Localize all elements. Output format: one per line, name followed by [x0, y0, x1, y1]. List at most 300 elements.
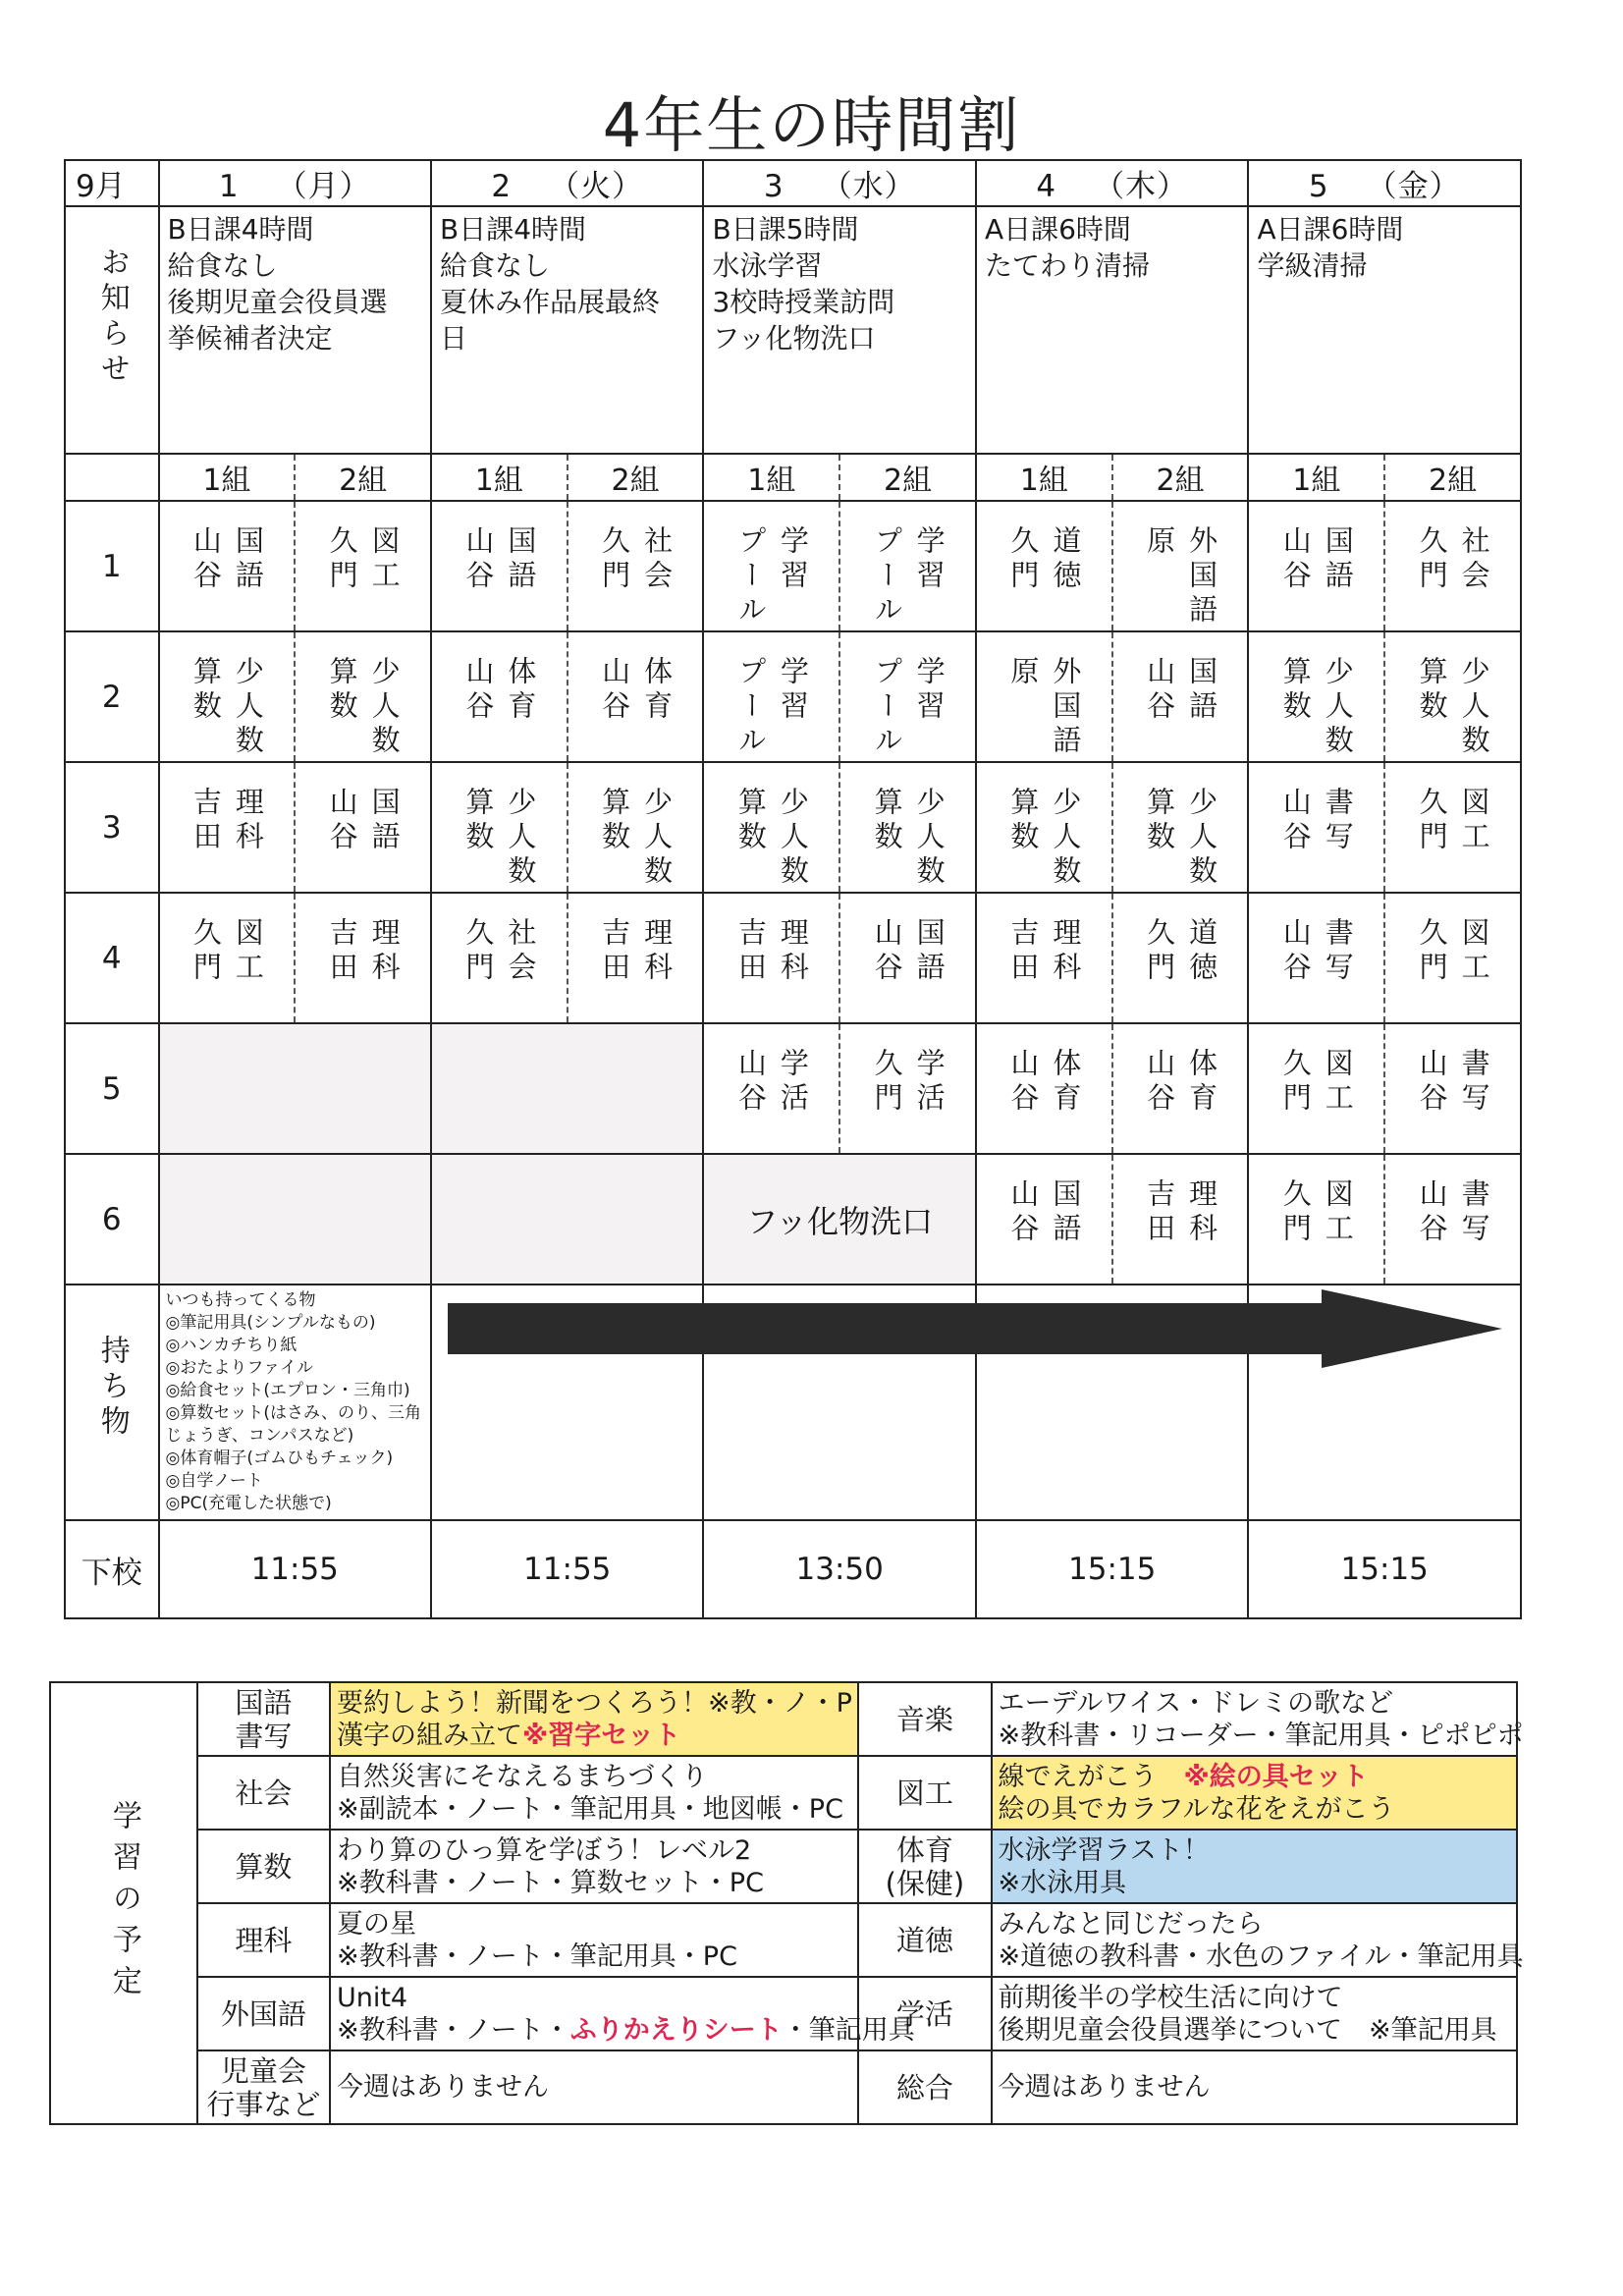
lesson-subject: 図工: [1321, 1178, 1355, 1247]
plan-detail-line: [993, 1834, 1516, 1867]
lesson-teacher: 山谷: [1278, 787, 1313, 855]
plan-detail-line: [331, 1720, 857, 1752]
day-number: 4: [1036, 169, 1057, 204]
notice-line: B日課4時間: [439, 213, 587, 246]
highlight-note: ふりかえりシート: [569, 2014, 783, 2046]
plan-subject-line: 国語: [235, 1685, 293, 1720]
belongings-item: いつも持ってくる物: [165, 1290, 316, 1310]
lesson-subject: 理科: [640, 917, 675, 986]
lesson-teacher: 山谷: [733, 1048, 768, 1117]
lesson-cell: [568, 762, 704, 893]
belongings-item: ◎筆記用具(シンプルなもの): [165, 1313, 376, 1333]
lesson-subject: 書写: [1321, 787, 1355, 855]
dismissal-time: 15:15: [976, 1520, 1248, 1618]
lesson-teacher: 算数: [1278, 656, 1313, 725]
lesson-teacher: プール: [870, 525, 904, 629]
lesson-teacher: プール: [733, 525, 768, 629]
empty-cell: [431, 1154, 703, 1285]
lesson-teacher: 山谷: [1415, 1048, 1449, 1117]
lesson: [568, 894, 703, 986]
notice-line: 水泳学習: [712, 249, 823, 282]
plan-subject: [197, 1903, 330, 1977]
lesson: [1113, 632, 1248, 725]
dismissal-label: 下校: [65, 1520, 159, 1618]
lesson: [1385, 502, 1520, 594]
group-1-header: 1組: [159, 454, 296, 501]
lesson-subject: 少人数: [776, 787, 810, 890]
lesson-teacher: 吉田: [189, 787, 223, 855]
lesson-subject: 図工: [1321, 1048, 1355, 1117]
lesson-cell: [1112, 1023, 1249, 1154]
period-number: 6: [65, 1154, 159, 1285]
belongings-label-cell: [65, 1285, 159, 1520]
lesson-teacher: 山谷: [461, 656, 496, 725]
lesson-teacher: 算数: [1415, 656, 1449, 725]
plan-detail-line: [993, 2014, 1516, 2047]
plan-subject: [858, 1903, 991, 1977]
lesson-teacher: 山谷: [870, 917, 904, 986]
lesson-subject: 理科: [1049, 917, 1083, 986]
plan-subject-line: 学活: [895, 1996, 953, 2031]
lesson-teacher: 吉田: [598, 917, 632, 986]
plan-row: [50, 1756, 1517, 1830]
day-number: 5: [1308, 169, 1329, 204]
lesson-subject: 少人数: [1321, 656, 1355, 759]
lesson-subject: 少人数: [640, 787, 675, 890]
group-1-header: 1組: [1248, 454, 1384, 501]
belongings-item: ◎算数セット(はさみ、のり、三角: [165, 1403, 421, 1423]
notice-line: 後期児童会役員選: [167, 286, 388, 318]
lesson-subject: 道徳: [1049, 525, 1083, 594]
belongings-item: ◎ハンカチちり紙: [165, 1336, 298, 1355]
lesson: [432, 502, 567, 594]
lesson-cell: [431, 631, 568, 762]
plan-subject: [858, 2050, 991, 2124]
lesson-subject: 国語: [1049, 1178, 1083, 1247]
notice-line: 夏休み作品展最終: [439, 286, 660, 318]
lesson: [1385, 763, 1520, 855]
belongings-item: じょうぎ、コンパスなど): [165, 1426, 354, 1446]
lesson-subject: 書写: [1457, 1178, 1491, 1247]
lesson-cell: [1112, 501, 1249, 631]
lesson-cell: [295, 631, 431, 762]
plan-text: 要約しよう！新聞をつくろう！※教・ノ・P: [336, 1687, 852, 1719]
lesson-cell: [703, 893, 839, 1023]
plan-detail-line: [993, 1867, 1516, 1899]
lesson-cell: [1112, 893, 1249, 1023]
lesson-cell: [1384, 501, 1521, 631]
blank-cell: [65, 454, 159, 501]
lesson: [160, 894, 295, 986]
lesson: [296, 894, 430, 986]
lesson-subject: 社会: [640, 525, 675, 594]
lesson: [296, 632, 430, 759]
lesson-subject: 少人数: [1185, 787, 1219, 890]
dismissal-time: 13:50: [703, 1520, 975, 1618]
lesson: [977, 502, 1111, 594]
plan-text: 前期後半の学校生活に向けて: [998, 1982, 1343, 2013]
lesson-subject: 少人数: [912, 787, 947, 890]
lesson-teacher: 吉田: [733, 917, 768, 986]
plan-text: 夏の星: [336, 1908, 416, 1940]
lesson-cell: [1384, 893, 1521, 1023]
lesson: [840, 1024, 975, 1117]
lesson-cell: [1112, 1154, 1249, 1285]
dismissal-time: 11:55: [159, 1520, 431, 1618]
lesson: [704, 1024, 839, 1117]
lesson: [432, 894, 567, 986]
lesson-subject: 国語: [231, 525, 265, 594]
plan-subject: [197, 1977, 330, 2050]
plan-subject: [197, 1756, 330, 1830]
lesson-cell: [295, 501, 431, 631]
lesson-teacher: 原: [1143, 525, 1177, 560]
lesson-teacher: 算数: [325, 656, 359, 725]
lesson-teacher: 算数: [461, 787, 496, 855]
page-title: 4年生の時間割: [602, 89, 1021, 161]
lesson: [1385, 894, 1520, 986]
notice-label-cell: [65, 206, 159, 454]
lesson: [568, 763, 703, 890]
plan-row: [50, 1830, 1517, 1903]
lesson-teacher: 算数: [733, 787, 768, 855]
plan-row: [50, 1977, 1517, 2050]
plan-detail: [330, 1756, 858, 1830]
group-2-header: 2組: [1384, 454, 1521, 501]
lesson-teacher: 山谷: [1143, 656, 1177, 725]
lesson: [840, 894, 975, 986]
lesson-teacher: 山谷: [1006, 1048, 1041, 1117]
dismissal-row: [65, 1520, 1521, 1618]
lesson-teacher: 久門: [461, 917, 496, 986]
lesson-teacher: 山谷: [325, 787, 359, 855]
lesson-cell: [839, 631, 976, 762]
lesson-cell: [1112, 631, 1249, 762]
plan-subject-line: 道徳: [895, 1923, 953, 1957]
period-row: [65, 501, 1521, 631]
plan-detail-line: [993, 2071, 1516, 2104]
lesson-subject: 学習: [912, 525, 947, 594]
plan-detail: [992, 1977, 1517, 2050]
lesson-cell: [703, 1023, 839, 1154]
lesson-teacher: 吉田: [325, 917, 359, 986]
empty-cell: [159, 1023, 431, 1154]
plan-text: ※教科書・ノート・算数セット・PC: [336, 1867, 764, 1898]
lesson: [1113, 1024, 1248, 1117]
lesson-subject: 書写: [1457, 1048, 1491, 1117]
plan-detail-line: [993, 1687, 1516, 1720]
lesson-teacher: 久門: [870, 1048, 904, 1117]
lesson: [1385, 1024, 1520, 1117]
lesson-subject: 図工: [1457, 917, 1491, 986]
lesson: [977, 763, 1111, 890]
plan-detail: [330, 2050, 858, 2124]
lesson: [840, 763, 975, 890]
plan-text: Unit4: [336, 1982, 408, 2013]
plan-subject-line: 総合: [895, 2070, 953, 2105]
lesson: [432, 763, 567, 890]
period-number: 2: [65, 631, 159, 762]
lesson-subject: 少人数: [231, 656, 265, 759]
study-plan-table: [49, 1681, 1524, 2125]
plan-label-cell: [50, 1682, 197, 2124]
fluoride-cell: フッ化物洗口: [703, 1154, 975, 1285]
plan-detail-line: [331, 1687, 857, 1720]
notice-line: 給食なし: [439, 249, 550, 282]
notice-line: 学級清掃: [1257, 249, 1368, 282]
highlight-note: ※習字セット: [521, 1720, 681, 1751]
group-1-header: 1組: [703, 454, 839, 501]
belongings-item: ◎PC(充電した状態で): [165, 1494, 332, 1513]
plan-detail: [992, 1756, 1517, 1830]
lesson-cell: [1384, 1154, 1521, 1285]
notice-line: A日課6時間: [984, 213, 1131, 246]
lesson: [840, 502, 975, 629]
plan-detail-line: [331, 1908, 857, 1941]
plan-subject-line: 書写: [235, 1719, 293, 1753]
plan-subject-line: 行事など: [206, 2087, 321, 2121]
dismissal-time: 15:15: [1248, 1520, 1521, 1618]
lesson-subject: 国語: [1185, 656, 1219, 725]
lesson-cell: [1248, 1023, 1384, 1154]
plan-text: 今週はありません: [336, 2072, 549, 2103]
lesson: [568, 502, 703, 594]
belongings-row: [65, 1285, 1521, 1520]
lesson-teacher: 久門: [1278, 1048, 1313, 1117]
lesson-cell: [1248, 501, 1384, 631]
lesson: [704, 894, 839, 986]
group-2-header: 2組: [839, 454, 976, 501]
belongings-day-cell: [976, 1285, 1248, 1520]
plan-detail-line: [993, 1793, 1516, 1826]
plan-detail-line: [993, 1982, 1516, 2014]
plan-detail-line: [331, 1982, 857, 2014]
belongings-label: 持ち物: [94, 1335, 130, 1441]
lesson-teacher: 久門: [189, 917, 223, 986]
lesson-teacher: 久門: [1006, 525, 1041, 594]
plan-subject-line: 児童会: [220, 2053, 306, 2088]
lesson: [1249, 502, 1383, 594]
lesson-teacher: 算数: [189, 656, 223, 725]
lesson-cell: [976, 1154, 1112, 1285]
lesson: [704, 763, 839, 890]
lesson-subject: 学習: [776, 525, 810, 594]
lesson-subject: 社会: [504, 917, 538, 986]
lesson-teacher: 久門: [1143, 917, 1177, 986]
notice-cell: [431, 206, 703, 454]
lesson-teacher: 山谷: [1278, 525, 1313, 594]
period-row: [65, 631, 1521, 762]
plan-detail-line: [331, 1793, 857, 1826]
day-header-row: [65, 160, 1521, 206]
plan-subject-line: 算数: [235, 1849, 293, 1884]
lesson-cell: [976, 1023, 1112, 1154]
day-of-week: （月）: [276, 169, 371, 204]
lesson-subject: 理科: [231, 787, 265, 855]
period-number: 5: [65, 1023, 159, 1154]
notice-line: フッ化物洗口: [712, 322, 876, 355]
period-number: 1: [65, 501, 159, 631]
plan-text: 線でえがこう: [998, 1761, 1184, 1792]
plan-text: エーデルワイス・ドレミの歌など: [998, 1687, 1394, 1719]
lesson-cell: [976, 762, 1112, 893]
lesson-cell: [1248, 1154, 1384, 1285]
notice-cell: [1248, 206, 1521, 454]
month-label: 9月: [65, 160, 159, 206]
lesson: [840, 632, 975, 759]
notice-line: 3校時授業訪問: [712, 286, 895, 318]
plan-text: 後期児童会役員選挙について ※筆記用具: [998, 2014, 1497, 2046]
notice-line: 挙候補者決定: [167, 322, 333, 355]
group-2-header: 2組: [568, 454, 704, 501]
day-number: 3: [763, 169, 784, 204]
lesson-subject: 体育: [1185, 1048, 1219, 1117]
day-header: [976, 160, 1248, 206]
lesson-cell: [1384, 631, 1521, 762]
lesson-subject: 国語: [1321, 525, 1355, 594]
lesson: [1249, 894, 1383, 986]
plan-text: 漢字の組み立て: [336, 1720, 522, 1751]
plan-subject-line: 外国語: [220, 1996, 306, 2031]
lesson-teacher: 久門: [325, 525, 359, 594]
notice-line: B日課5時間: [712, 213, 859, 246]
period-number: 4: [65, 893, 159, 1023]
lesson-subject: 社会: [1457, 525, 1491, 594]
lesson-cell: [976, 631, 1112, 762]
lesson: [160, 763, 295, 855]
plan-text: ※道徳の教科書・水色のファイル・筆記用具: [998, 1941, 1524, 1972]
lesson-cell: [568, 893, 704, 1023]
lesson-cell: [431, 893, 568, 1023]
lesson-cell: [295, 893, 431, 1023]
lesson-cell: [1384, 1023, 1521, 1154]
lesson-subject: 書写: [1321, 917, 1355, 986]
lesson-cell: [568, 631, 704, 762]
day-number: 2: [491, 169, 513, 204]
day-of-week: （火）: [549, 169, 644, 204]
lesson-teacher: 山谷: [189, 525, 223, 594]
plan-text: 水泳学習ラスト！: [998, 1834, 1210, 1866]
notice-cell: [703, 206, 975, 454]
notice-cell: [159, 206, 431, 454]
lesson: [1113, 763, 1248, 890]
lesson-cell: [159, 762, 296, 893]
plan-detail-line: [993, 1761, 1516, 1793]
lesson-cell: [976, 501, 1112, 631]
dismissal-time: 11:55: [431, 1520, 703, 1618]
lesson: [568, 632, 703, 725]
lesson: [977, 632, 1111, 759]
lesson-subject: 学習: [776, 656, 810, 725]
plan-detail: [992, 1830, 1517, 1903]
plan-detail: [330, 1977, 915, 2050]
day-of-week: （金）: [1366, 169, 1461, 204]
lesson-teacher: 久門: [1415, 525, 1449, 594]
lesson: [1249, 763, 1383, 855]
belongings-item: ◎給食セット(エプロン・三角巾): [165, 1381, 410, 1400]
lesson-cell: [159, 631, 296, 762]
lesson-subject: 図工: [231, 917, 265, 986]
lesson: [704, 502, 839, 629]
lesson-subject: 学習: [912, 656, 947, 725]
lesson-cell: [1112, 762, 1249, 893]
lesson-teacher: 久門: [1415, 917, 1449, 986]
plan-subject-line: 理科: [235, 1923, 293, 1957]
lesson: [1385, 632, 1520, 759]
lesson-cell: [703, 762, 839, 893]
lesson-subject: 学活: [912, 1048, 947, 1117]
plan-text: ※水泳用具: [998, 1867, 1127, 1898]
notice-line: A日課6時間: [1257, 213, 1404, 246]
notice-line: 給食なし: [167, 249, 278, 282]
lesson-subject: 図工: [367, 525, 402, 594]
lesson-subject: 体育: [1049, 1048, 1083, 1117]
lesson-subject: 外国語: [1049, 656, 1083, 759]
lesson-teacher: 算数: [1006, 787, 1041, 855]
lesson-subject: 少人数: [1457, 656, 1491, 759]
lesson: [977, 1155, 1111, 1247]
lesson-teacher: 山谷: [461, 525, 496, 594]
lesson-cell: [431, 501, 568, 631]
empty-cell: [431, 1023, 703, 1154]
plan-text: わり算のひっ算を学ぼう！レベル2: [336, 1834, 752, 1866]
highlight-note: ※絵の具セット: [1183, 1761, 1369, 1792]
notice-cell: [976, 206, 1248, 454]
plan-subject: [197, 2050, 330, 2124]
plan-subject-line: 社会: [235, 1776, 293, 1810]
lesson-subject: 国語: [912, 917, 947, 986]
lesson-teacher: 久門: [598, 525, 632, 594]
plan-subject: [197, 1682, 330, 1756]
lesson: [977, 1024, 1111, 1117]
plan-detail-line: [331, 1834, 857, 1867]
day-of-week: （木）: [1094, 169, 1189, 204]
lesson-cell: [431, 762, 568, 893]
plan-text: 絵の具でカラフルな花をえがこう: [998, 1793, 1395, 1825]
lesson-cell: [839, 762, 976, 893]
plan-detail: [330, 1830, 858, 1903]
lesson-cell: [159, 501, 296, 631]
plan-text: 自然災害にそなえるまちづくり: [336, 1761, 708, 1792]
plan-detail-line: [993, 1941, 1524, 1973]
lesson-cell: [703, 501, 839, 631]
period-row: [65, 762, 1521, 893]
plan-detail-line: [331, 1941, 857, 1973]
lesson-subject: 国語: [367, 787, 402, 855]
lesson-teacher: プール: [870, 656, 904, 759]
lesson-cell: [568, 501, 704, 631]
plan-text: みんなと同じだったら: [998, 1908, 1264, 1940]
lesson: [1113, 1155, 1248, 1247]
lesson-subject: 少人数: [504, 787, 538, 890]
lesson: [296, 502, 430, 594]
lesson-subject: 理科: [1185, 1178, 1219, 1247]
group-2-header: 2組: [1112, 454, 1249, 501]
lesson-teacher: 山谷: [1278, 917, 1313, 986]
plan-subject: [858, 1830, 991, 1903]
plan-subject-line: 体育: [895, 1832, 953, 1867]
lesson-cell: [839, 893, 976, 1023]
period-row: [65, 1023, 1521, 1154]
plan-label: 学習の予定: [106, 1800, 141, 2006]
plan-detail-line: [331, 2014, 915, 2047]
belongings-day-cell: [431, 1285, 703, 1520]
lesson-subject: 少人数: [367, 656, 402, 759]
belongings-day-cell: [1248, 1285, 1521, 1520]
lesson: [1113, 894, 1248, 986]
group-1-header: 1組: [976, 454, 1112, 501]
lesson-subject: 体育: [640, 656, 675, 725]
